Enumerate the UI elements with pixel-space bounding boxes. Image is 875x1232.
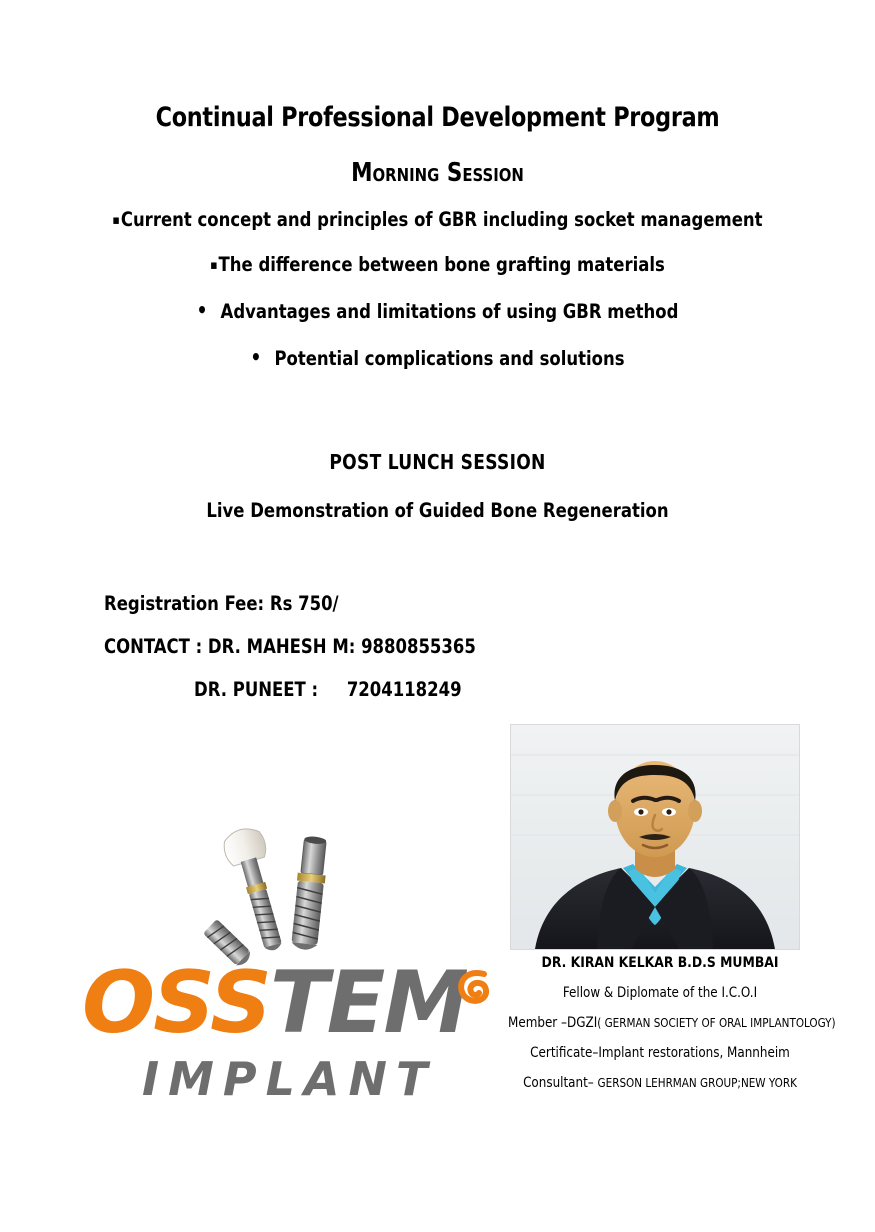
list-item	[26, 253, 849, 276]
doctor-credential-1: Fellow & Diplomate of the I.C.O.I	[562, 985, 758, 1001]
doctor-credential-4	[508, 1075, 812, 1091]
doctor-credential-4-detail: GERSON LEHRMAN GROUP;NEW YORK	[597, 1076, 797, 1090]
doctor-credential-4-prefix: Consultant–	[523, 1075, 598, 1091]
page-title: Continual Professional Development Program	[155, 102, 720, 133]
osstem-swirl-icon	[454, 968, 494, 1008]
registration-fee: Registration Fee: Rs 750/	[104, 592, 339, 615]
dot-bullet-icon: •	[196, 298, 208, 322]
doctor-credential-3: Certificate–Implant restorations, Mannheim	[530, 1045, 790, 1061]
contact-puneet: DR. PUNEET : 7204118249	[194, 678, 462, 701]
doctor-credential-2-detail: ( GERMAN SOCIETY OF ORAL IMPLANTOLOGY)	[597, 1016, 836, 1030]
square-bullet-icon: ▪	[112, 213, 120, 228]
doctor-photo	[510, 724, 800, 950]
doctor-credential-2-prefix: Member –DGZI	[508, 1015, 598, 1031]
list-item	[26, 298, 849, 323]
list-item-label: Advantages and limitations of using GBR method	[220, 300, 679, 323]
list-item-label: Potential complications and solutions	[274, 347, 625, 370]
square-bullet-icon: ▪	[210, 258, 218, 273]
doctor-name: DR. KIRAN KELKAR B.D.S MUMBAI	[541, 955, 779, 971]
post-lunch-description: Live Demonstration of Guided Bone Regeneration	[206, 499, 669, 522]
osstem-wordmark-tem: TEM	[269, 953, 467, 1053]
doctor-credentials	[500, 955, 836, 1105]
osstem-tagline: IMPLANT	[142, 1052, 437, 1106]
osstem-logo	[82, 953, 502, 1130]
post-lunch-heading: POST LUNCH SESSION	[329, 450, 546, 474]
doctor-credential-2	[508, 1015, 836, 1031]
contact-mahesh: CONTACT : DR. MAHESH M: 9880855365	[104, 635, 476, 658]
list-item	[26, 345, 849, 370]
session-subtitle: Morning Session	[351, 158, 524, 188]
morning-topics-list	[0, 208, 875, 392]
osstem-wordmark-oss: OSS	[82, 953, 270, 1053]
list-item-label: The difference between bone grafting materials	[218, 253, 665, 276]
list-item	[26, 208, 849, 231]
list-item-label: Current concept and principles of GBR including socket management	[120, 208, 763, 231]
dot-bullet-icon: •	[250, 345, 262, 369]
osstem-wordmark	[82, 953, 467, 1053]
contact-block	[104, 592, 704, 721]
